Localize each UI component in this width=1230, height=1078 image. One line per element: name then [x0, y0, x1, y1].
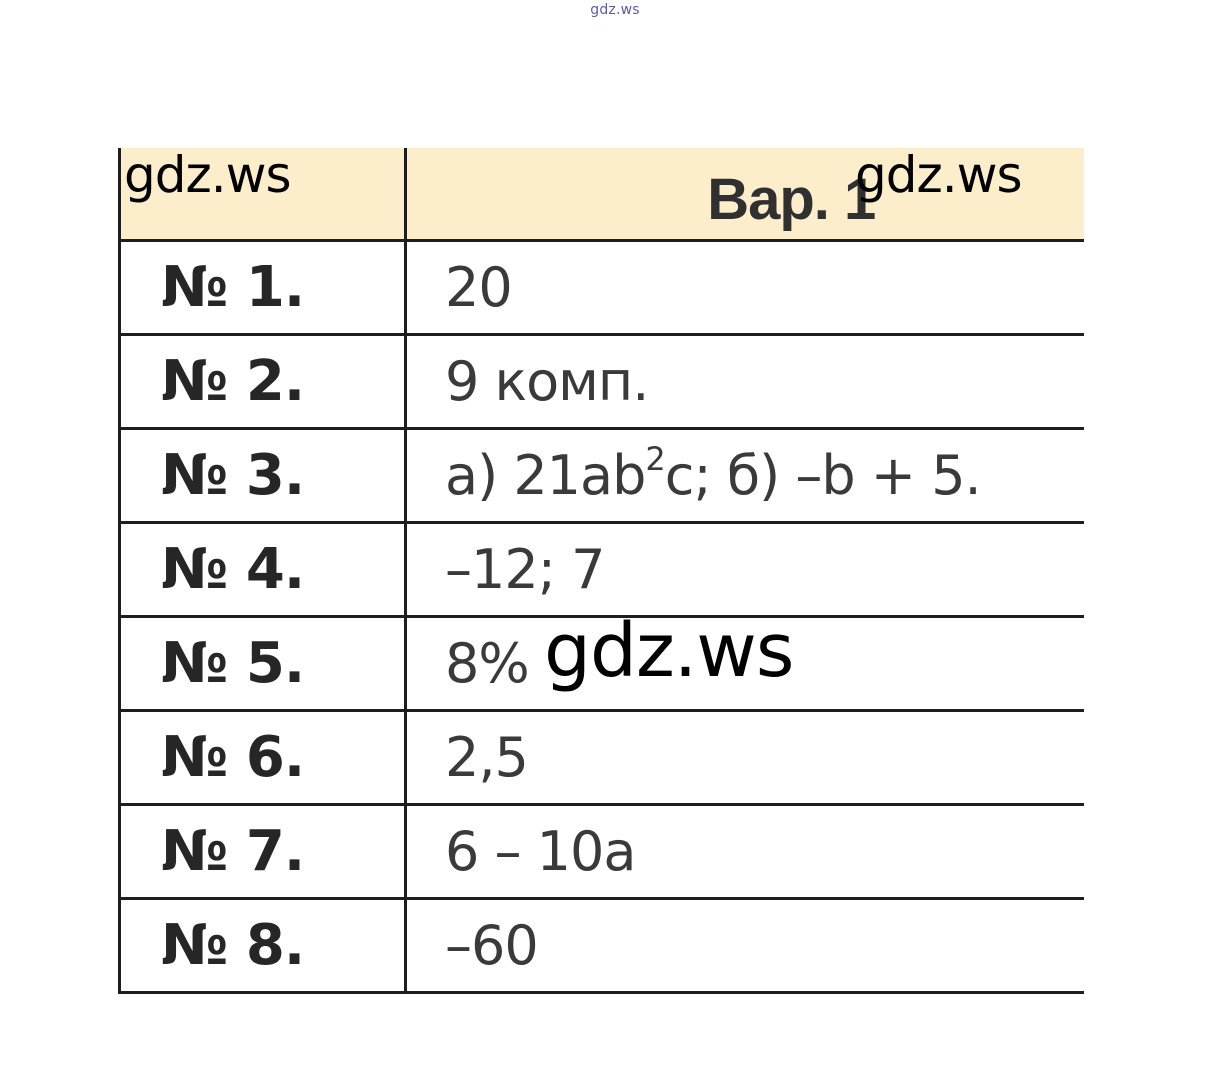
task-number: № 1.	[120, 241, 406, 335]
task-number: № 5.	[120, 617, 406, 711]
variant-label: Вар. 1	[707, 167, 876, 232]
task-answer: 9 комп.	[406, 335, 1084, 429]
header-right-watermark: gdz.ws	[855, 146, 1022, 204]
header-left-watermark: gdz.ws	[124, 146, 291, 204]
table-row	[120, 899, 1084, 993]
task-answer: 8%	[406, 617, 1084, 711]
task-number: № 8.	[120, 899, 406, 993]
table-row	[120, 335, 1084, 429]
answer-part-b: c; б) –b + 5.	[664, 444, 981, 507]
task-answer: –12; 7	[406, 523, 1084, 617]
table-row	[120, 711, 1084, 805]
answers-table	[118, 148, 1084, 994]
task-answer: 6 – 10a	[406, 805, 1084, 899]
table-row	[120, 241, 1084, 335]
task-answer: 2,5	[406, 711, 1084, 805]
task-number: № 7.	[120, 805, 406, 899]
task-number: № 3.	[120, 429, 406, 523]
task-number: № 2.	[120, 335, 406, 429]
answer-superscript: 2	[645, 440, 665, 478]
top-watermark: gdz.ws	[590, 2, 640, 18]
task-answer	[406, 429, 1084, 523]
task-answer: 20	[406, 241, 1084, 335]
table-row	[120, 523, 1084, 617]
task-answer: –60	[406, 899, 1084, 993]
task-number: № 4.	[120, 523, 406, 617]
center-watermark: gdz.ws	[544, 608, 794, 694]
table-row	[120, 805, 1084, 899]
answer-part-a: а) 21ab	[445, 444, 646, 507]
table-row	[120, 429, 1084, 523]
task-number: № 6.	[120, 711, 406, 805]
